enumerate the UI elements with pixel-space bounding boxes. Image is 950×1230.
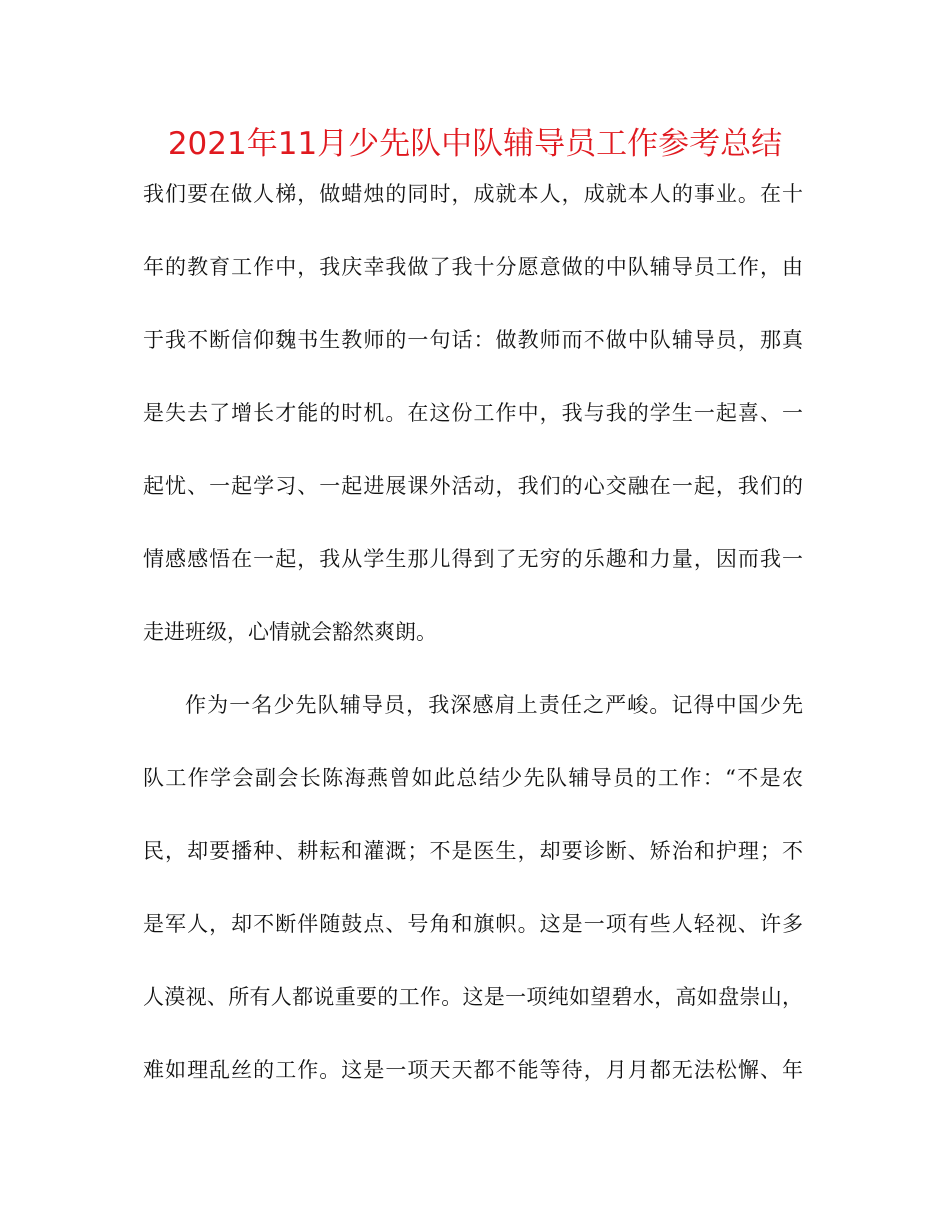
paragraph-line: 难如理乱丝的工作。这是一项天天都不能等待，月月都无法松懈、年: [143, 1058, 803, 1082]
paragraph-line: 民，却要播种、耕耘和灌溉；不是医生，却要诊断、矫治和护理；不: [143, 839, 803, 863]
paragraph-line: 作为一名少先队辅导员，我深感肩上责任之严峻。记得中国少先: [185, 693, 803, 717]
paragraph-line: 队工作学会副会长陈海燕曾如此总结少先队辅导员的工作：“不是农: [143, 766, 803, 790]
paragraph-line: 我们要在做人梯，做蜡烛的同时，成就本人，成就本人的事业。在十: [143, 182, 803, 206]
paragraph-line: 起忧、一起学习、一起进展课外活动，我们的心交融在一起，我们的: [143, 474, 803, 498]
paragraph-line: 年的教育工作中，我庆幸我做了我十分愿意做的中队辅导员工作，由: [143, 255, 803, 279]
paragraph-line: 是军人，却不断伴随鼓点、号角和旗帜。这是一项有些人轻视、许多: [143, 912, 803, 936]
paragraph-line: 于我不断信仰魏书生教师的一句话：做教师而不做中队辅导员，那真: [143, 328, 803, 352]
document-title: 2021年11月少先队中队辅导员工作参考总结: [167, 126, 783, 162]
paragraph-line: 情感感悟在一起，我从学生那儿得到了无穷的乐趣和力量，因而我一: [143, 547, 803, 571]
paragraph-line: 是失去了增长才能的时机。在这份工作中，我与我的学生一起喜、一: [143, 401, 803, 425]
paragraph-line: 走进班级，心情就会豁然爽朗。: [143, 620, 437, 644]
paragraph-line: 人漠视、所有人都说重要的工作。这是一项纯如望碧水，高如盘崇山，: [143, 985, 803, 1009]
